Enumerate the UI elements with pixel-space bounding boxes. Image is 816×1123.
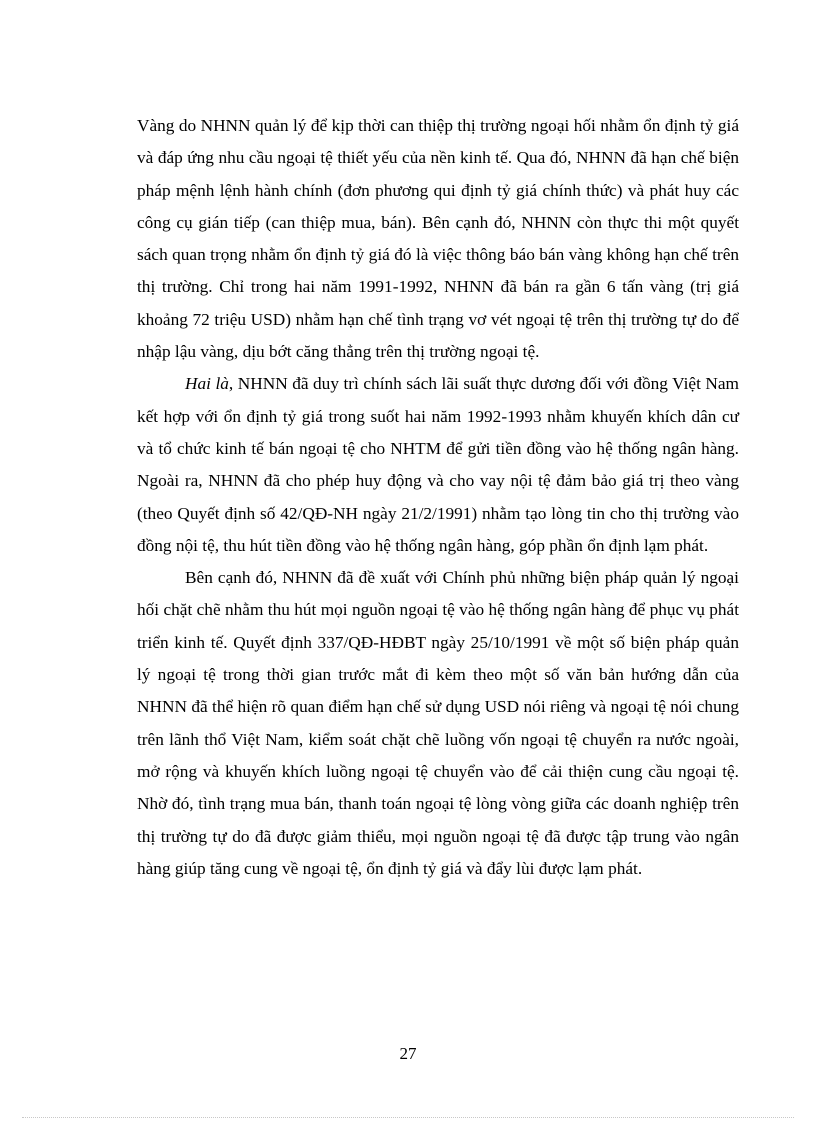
paragraph-ben-canh-do xyxy=(137,562,739,885)
paragraph-text: , NHNN đã duy trì chính sách lãi suất thực dương đối với đồng Việt Nam kết hợp với ổn định tỷ giá trong suốt hai năm 1992-1993 nhằm khuyến khích dân cư và tổ chức kinh tế bán ngoại tệ cho NHTM để gửi tiền đồng vào hệ thống ngân hàng. Ngoài ra, NHNN đã cho phép huy động và cho vay nội tệ đảm bảo giá trị theo vàng (theo Quyết định số 42/QĐ-NH ngày 21/2/1991) nhằm tạo lòng tin cho thị trường vào đồng nội tệ, thu hút tiền đồng vào hệ thống ngân hàng, góp phần ổn định lạm phát. xyxy=(137,374,739,555)
paragraph-text: Bên cạnh đó, NHNN đã đề xuất với Chính phủ những biện pháp quản lý ngoại hối chặt chẽ nhằm thu hút mọi nguồn ngoại tệ vào hệ thống ngân hàng để phục vụ phát triển kinh tế. Quyết định 337/QĐ-HĐBT ngày 25/10/1991 về một số biện pháp quản lý ngoại tệ trong thời gian trước mắt đi kèm theo một số văn bản hướng dẫn của NHNN đã thể hiện rõ quan điểm hạn chế sử dụng USD nói riêng và ngoại tệ nói chung trên lãnh thổ Việt Nam, kiểm soát chặt chẽ luồng vốn ngoại tệ chuyển ra nước ngoài, mở rộng và khuyến khích luồng ngoại tệ chuyển vào để cải thiện cung cầu ngoại tệ. Nhờ đó, tình trạng mua bán, thanh toán ngoại tệ lòng vòng giữa các doanh nghiệp trên thị trường tự do đã được giảm thiểu, mọi nguồn ngoại tệ đã được tập trung vào ngân hàng giúp tăng cung về ngoại tệ, ổn định tỷ giá và đẩy lùi được lạm phát. xyxy=(137,568,739,878)
paragraph-text: Vàng do NHNN quản lý để kịp thời can thiệp thị trường ngoại hối nhằm ổn định tỷ giá và đáp ứng nhu cầu ngoại tệ thiết yếu của nền kinh tế. Qua đó, NHNN đã hạn chế biện pháp mệnh lệnh hành chính (đơn phương qui định tỷ giá chính thức) và phát huy các công cụ gián tiếp (can thiệp mua, bán). Bên cạnh đó, NHNN còn thực thi một quyết sách quan trọng nhằm ổn định tỷ giá đó là việc thông báo bán vàng không hạn chế trên thị trường. Chỉ trong hai năm 1991-1992, NHNN đã bán ra gần 6 tấn vàng (trị giá khoảng 72 triệu USD) nhằm hạn chế tình trạng vơ vét ngoại tệ trên thị trường tự do để nhập lậu vàng, dịu bớt căng thẳng trên thị trường ngoại tệ. xyxy=(137,116,739,362)
body-text xyxy=(137,110,739,885)
paragraph-continuation xyxy=(137,110,739,368)
paragraph-lead-italic: Hai là xyxy=(185,374,229,394)
page-number: 27 xyxy=(399,1044,417,1063)
paragraph-hai-la xyxy=(137,368,739,562)
footer-divider xyxy=(22,1117,794,1118)
